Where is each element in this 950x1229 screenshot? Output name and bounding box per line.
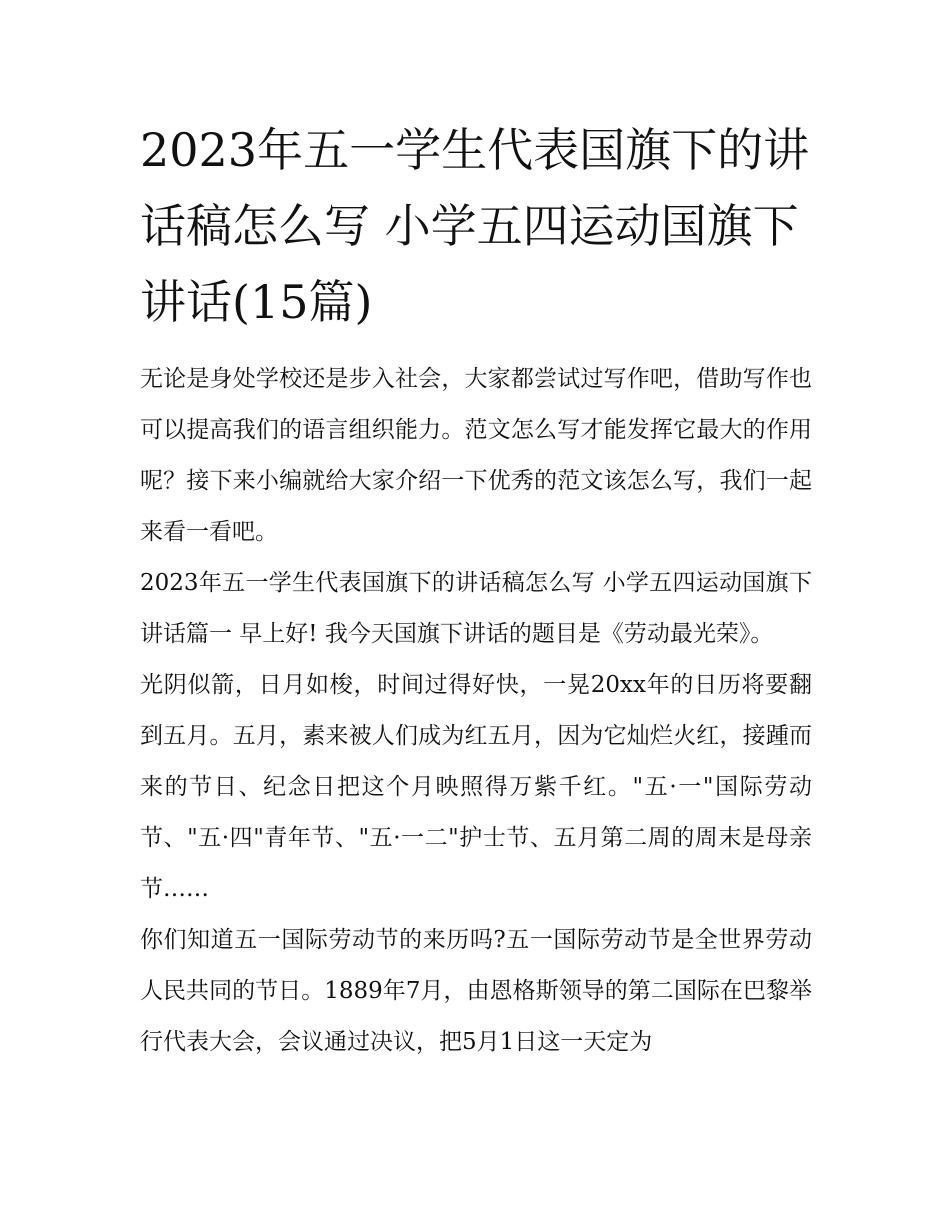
paragraph-intro: 无论是身处学校还是步入社会，大家都尝试过写作吧，借助写作也可以提高我们的语言组织能力。范文怎么写才能发挥它最大的作用呢？接下来小编就给大家介绍一下优秀的范文该怎么写，我们一起来看一看吧。 xyxy=(140,366,812,545)
document-body xyxy=(140,354,812,1068)
paragraph-labor-day-history: 你们知道五一国际劳动节的来历吗?五一国际劳动节是全世界劳动人民共同的节日。1889年7月，由恩格斯领导的第二国际在巴黎举行代表大会，会议通过决议，把5月1日这一天定为 xyxy=(140,927,812,1055)
document-page xyxy=(140,112,812,1068)
document-title: 2023年五一学生代表国旗下的讲话稿怎么写 小学五四运动国旗下讲话(15篇) xyxy=(140,123,810,329)
paragraph-may-holidays: 光阴似箭，日月如梭，时间过得好快，一晃20xx年的日历将要翻到五月。五月，素来被人们成为红五月，因为它灿烂火红，接踵而来的节日、纪念日把这个月映照得万紫千红。"五·一"国际劳动节、"五·四"青年节、"五·一二"护士节、五月第二周的周末是母亲节…… xyxy=(140,672,812,902)
paragraph-speech-heading: 2023年五一学生代表国旗下的讲话稿怎么写 小学五四运动国旗下讲话篇一 早上好! 我今天国旗下讲话的题目是《劳动最光荣》。 xyxy=(140,570,812,647)
